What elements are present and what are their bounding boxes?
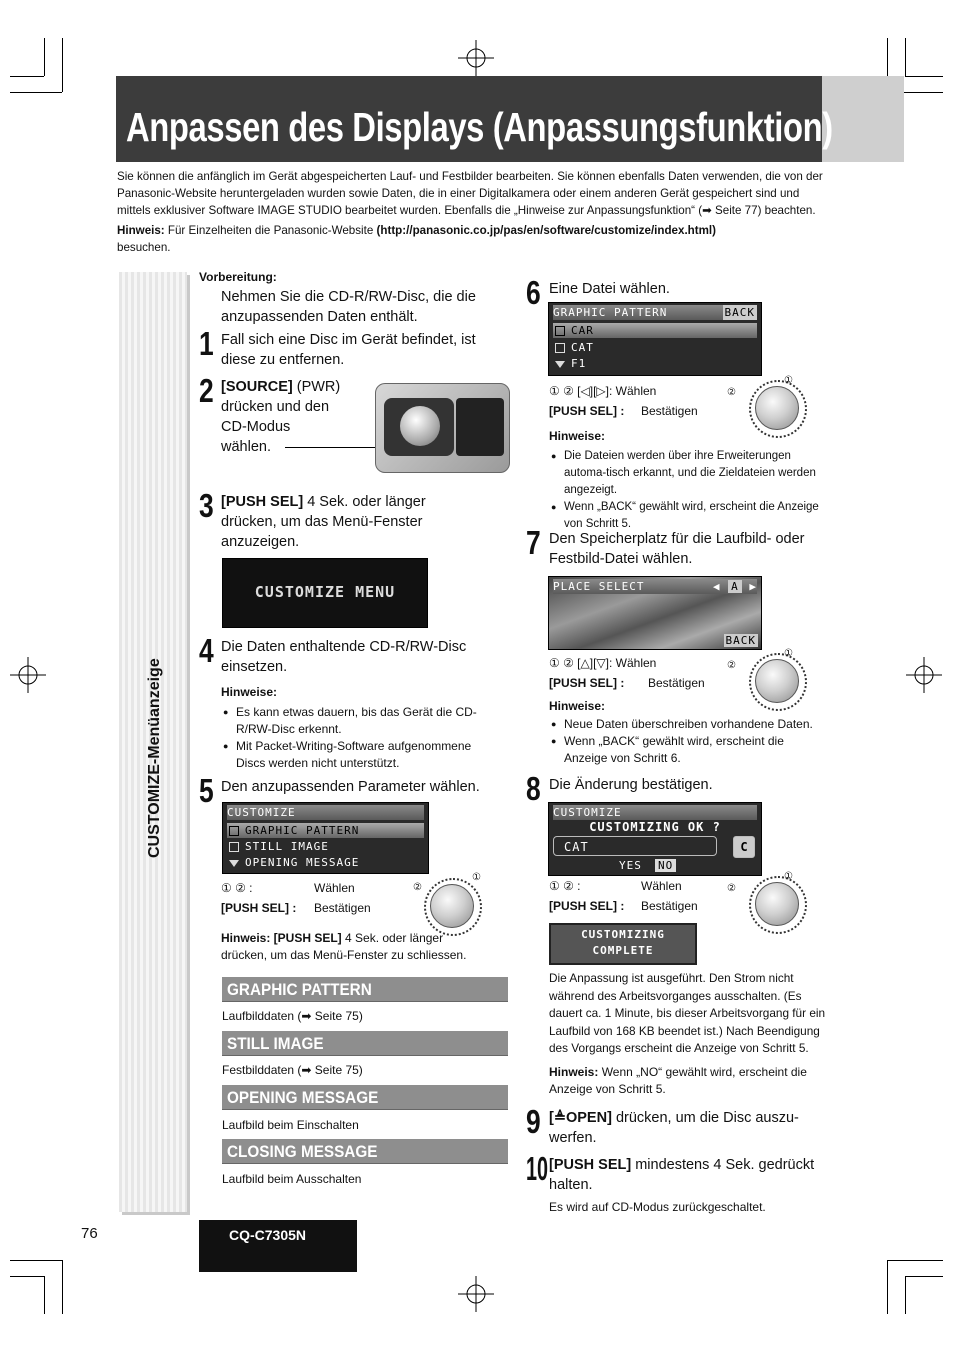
device-image <box>375 383 510 473</box>
lcd-c: C <box>733 836 755 858</box>
section-header: GRAPHIC PATTERN <box>222 977 508 1002</box>
lcd-header: PLACE SELECT ◀ A ▶ <box>553 580 757 593</box>
notes-step-4 <box>223 704 493 772</box>
lcd-item: F1 <box>553 356 757 371</box>
lcd-item: STILL IMAGE <box>227 839 424 854</box>
lcd-yes: YES <box>619 859 642 872</box>
step-9-text <box>549 1108 834 1148</box>
hinweis-label: Hinweis: <box>117 224 165 237</box>
crosshair-icon <box>458 1276 494 1312</box>
hinweis-text: 4 Sek. oder länger <box>345 931 444 945</box>
intro-line: Sie können die anfänglich im Gerät abgespeicherten Lauf- und Festbilder bearbeiten. Sie können ebenfalls Daten verwenden, die von der <box>117 170 823 183</box>
crop-mark <box>887 1260 943 1261</box>
source-key: [SOURCE] <box>221 379 293 395</box>
pushsel-label: [PUSH SEL] : <box>549 676 625 690</box>
note-item: ● Wenn „BACK“ gewählt wird, erscheint die Anzeige von Schritt 6. <box>551 733 823 767</box>
crop-mark <box>905 1276 943 1277</box>
step-10-desc: mindestens 4 Sek. gedrückt halten. <box>549 1157 815 1193</box>
section-header: OPENING MESSAGE <box>222 1085 508 1110</box>
pwr-key: (PWR) <box>296 379 341 395</box>
hinweis-text: drücken, um das Menü-Fenster zu schliessen. <box>221 948 467 962</box>
knob-icon <box>755 386 799 430</box>
step-2-line: drücken und den <box>221 399 330 415</box>
step-10-note: Es wird auf CD-Modus zurückgeschaltet. <box>549 1200 766 1214</box>
section-desc: Festbilddaten (➡ Seite 75) <box>222 1063 363 1077</box>
page-title: Anpassen des Displays (Anpassungsfunktion) <box>126 104 833 150</box>
intro <box>117 168 831 256</box>
waehlen-label: Wählen <box>641 879 682 893</box>
hinweis-end: besuchen. <box>117 241 171 254</box>
note-item: ● Wenn „BACK“ gewählt wird, erscheint die Anzeige von Schritt 5. <box>551 499 823 533</box>
keys-label: ① ② : <box>221 881 253 895</box>
step-number: 9 <box>526 1103 541 1140</box>
crop-mark <box>10 92 62 93</box>
lcd-customizing-complete <box>549 923 697 965</box>
crosshair-icon <box>458 40 494 76</box>
lcd-item: CAT <box>553 340 757 355</box>
notes-step-7 <box>551 716 823 767</box>
step-number: 5 <box>199 772 214 809</box>
lcd-no: NO <box>655 859 676 872</box>
leader-line <box>285 447 385 448</box>
open-key: [≜OPEN] <box>549 1110 612 1126</box>
hinweis-label: Hinweis: [PUSH SEL] <box>221 931 342 945</box>
step-9-desc: drücken, um die Disc auszu-werfen. <box>549 1110 799 1146</box>
step-4-text: Die Daten enthaltende CD-R/RW-Disc einsetzen. <box>221 639 467 675</box>
step-number: 6 <box>526 274 541 311</box>
step-5-hinweis <box>221 930 491 964</box>
section-desc: Laufbild beim Einschalten <box>222 1118 359 1132</box>
model-box <box>199 1220 357 1272</box>
lcd-customize <box>222 802 429 874</box>
side-label: CUSTOMIZE-Menüanzeige <box>146 658 163 858</box>
prep-label: Vorbereitung: <box>199 270 277 284</box>
step-number: 2 <box>199 372 214 409</box>
lcd-header: CUSTOMIZE <box>227 805 424 820</box>
bestaetigen-label: Bestätigen <box>641 404 698 418</box>
step-5-text: Den anzupassenden Parameter wählen. <box>221 779 480 795</box>
step-number: 4 <box>199 632 214 669</box>
step-3-desc: 4 Sek. oder länger drücken, um das Menü-Fenster anzuzeigen. <box>221 494 426 550</box>
crop-mark <box>10 76 44 77</box>
crop-mark <box>905 1276 906 1314</box>
keys-label: ① ② [◁][▷]: Wählen <box>549 384 657 398</box>
step-1-text: Fall sich eine Disc im Gerät befindet, ist diese zu entfernen. <box>221 332 476 368</box>
notes-step-6 <box>551 448 823 533</box>
knob-label: ② <box>727 660 736 671</box>
lcd-place-select <box>548 576 762 650</box>
knob-icon <box>755 659 799 703</box>
step-7-text: Den Speicherplatz für die Laufbild- oder Festbild-Datei wählen. <box>549 531 805 567</box>
crop-mark <box>44 1276 45 1314</box>
hinweise-label: Hinweise: <box>549 699 606 713</box>
lcd-text: COMPLETE <box>592 944 654 957</box>
lcd-back: BACK <box>724 306 755 319</box>
bestaetigen-label: Bestätigen <box>314 901 371 915</box>
crop-mark <box>10 1276 44 1277</box>
hinweis-url[interactable]: (http://panasonic.co.jp/pas/en/software/customize/index.html) <box>376 224 717 237</box>
crop-mark <box>62 38 63 92</box>
lcd-customizing-ok <box>548 802 762 876</box>
lcd-item: OPENING MESSAGE <box>227 855 424 870</box>
knob-icon <box>430 884 474 928</box>
step-2-text <box>221 377 361 457</box>
lcd-text: CUSTOMIZE MENU <box>254 583 396 601</box>
step-10-text <box>549 1155 834 1195</box>
waehlen-label: Wählen <box>314 881 355 895</box>
note-item: ● Mit Packet-Writing-Software aufgenommene Discs werden nicht unterstützt. <box>223 738 493 772</box>
knob-label: ② <box>727 387 736 398</box>
step-2-line: CD-Modus <box>221 419 291 435</box>
lcd-header: CUSTOMIZE <box>553 805 757 820</box>
hinweis-label: Hinweis: <box>549 1065 599 1079</box>
step-number: 7 <box>526 524 541 561</box>
knob-label: ② <box>727 883 736 894</box>
crop-mark <box>44 38 45 76</box>
pushsel-label: [PUSH SEL] : <box>221 901 297 915</box>
hinweise-label: Hinweise: <box>549 429 606 443</box>
pushsel-key: [PUSH SEL] <box>549 1157 632 1173</box>
lcd-item: GRAPHIC PATTERN <box>227 823 424 838</box>
hinweise-label: Hinweise: <box>221 685 278 699</box>
lcd-title: CUSTOMIZING OK ? <box>589 820 721 834</box>
intro-line: Panasonic-Website heruntergeladen wurden sowie Daten, die in einer Digitalkamera oder einem anderen Gerät gespeichert sind und <box>117 187 800 200</box>
step-2-line: wählen. <box>221 439 271 455</box>
step-number: 3 <box>199 487 214 524</box>
lcd-graphic-pattern <box>548 302 762 376</box>
lcd-text: CUSTOMIZING <box>581 928 665 941</box>
knob-icon <box>755 882 799 926</box>
note-item: ● Neue Daten überschreiben vorhandene Daten. <box>551 716 823 733</box>
section-desc: Laufbild beim Ausschalten <box>222 1172 362 1186</box>
lcd-customize-menu <box>222 558 428 628</box>
step-number: 10 <box>526 1150 549 1187</box>
model-label: CQ-C7305N <box>229 1227 307 1243</box>
step-6-text: Eine Datei wählen. <box>549 281 670 297</box>
knob-label: ① <box>784 648 793 659</box>
keys-label: ① ② : <box>549 879 581 893</box>
hinweis-text: Für Einzelheiten die Panasonic-Website <box>167 224 374 237</box>
knob-label: ① <box>472 872 481 883</box>
section-header: CLOSING MESSAGE <box>222 1139 508 1164</box>
title-tab <box>822 76 904 162</box>
crosshair-icon <box>906 657 942 693</box>
pushsel-key: [PUSH SEL] <box>221 494 304 510</box>
crop-mark <box>905 76 943 77</box>
crop-mark <box>905 38 906 76</box>
lcd-value: CAT <box>553 836 717 856</box>
note-item: ● Es kann etwas dauern, bis das Gerät die CD-R/RW-Disc erkennt. <box>223 704 493 738</box>
crop-mark <box>10 1260 62 1261</box>
lcd-header: GRAPHIC PATTERN BACK <box>553 306 755 319</box>
step-8-desc: Die Anpassung ist ausgeführt. Den Strom nicht während des Arbeitsvorganges ausschalten. (Es dauert ca. 1 Minute, bis dieser Arbeitsvorgang für ein Laufbild von 168 KB beendet ist.) Nach Beendigung des Vorgangs erscheint die Anzeige von Schritt 5. <box>549 971 826 1055</box>
crosshair-icon <box>10 657 46 693</box>
pushsel-label: [PUSH SEL] : <box>549 404 625 418</box>
keys-label: ① ② [△][▽]: Wählen <box>549 656 657 670</box>
section-desc: Laufbilddaten (➡ Seite 75) <box>222 1009 363 1023</box>
step-number: 8 <box>526 770 541 807</box>
step-number: 1 <box>199 325 214 362</box>
knob-label: ① <box>784 871 793 882</box>
crop-mark <box>887 1260 888 1314</box>
note-item: ● Die Dateien werden über ihre Erweiterungen automa-tisch erkannt, und die Zieldateien werden angezeigt. <box>551 448 823 499</box>
prep-text: Nehmen Sie die CD-R/RW-Disc, die die anzupassenden Daten enthält. <box>221 289 476 325</box>
pushsel-label: [PUSH SEL] : <box>549 899 625 913</box>
step-3-text <box>221 492 471 552</box>
step-8-hinweis <box>549 1064 831 1098</box>
section-header: STILL IMAGE <box>222 1031 508 1056</box>
intro-line: mittels exklusiver Software IMAGE STUDIO bearbeitet wurden. Ebenfalls die „Hinweise zur Anpassungsfunktion“ (➡ Seite 77) beachten. <box>117 204 816 217</box>
lcd-back: BACK <box>725 634 756 647</box>
step-8-text: Die Änderung bestätigen. <box>549 777 713 793</box>
lcd-slot: A <box>728 580 742 593</box>
knob-label: ① <box>784 375 793 386</box>
lcd-item: CAR <box>553 323 757 338</box>
bestaetigen-label: Bestätigen <box>641 899 698 913</box>
hinweis-text: Wenn „NO“ gewählt wird, erscheint die Anzeige von Schritt 5. <box>549 1065 807 1096</box>
bestaetigen-label: Bestätigen <box>648 676 705 690</box>
knob-label: ② <box>413 882 422 893</box>
page-number: 76 <box>81 1225 98 1242</box>
crop-mark <box>62 1260 63 1314</box>
